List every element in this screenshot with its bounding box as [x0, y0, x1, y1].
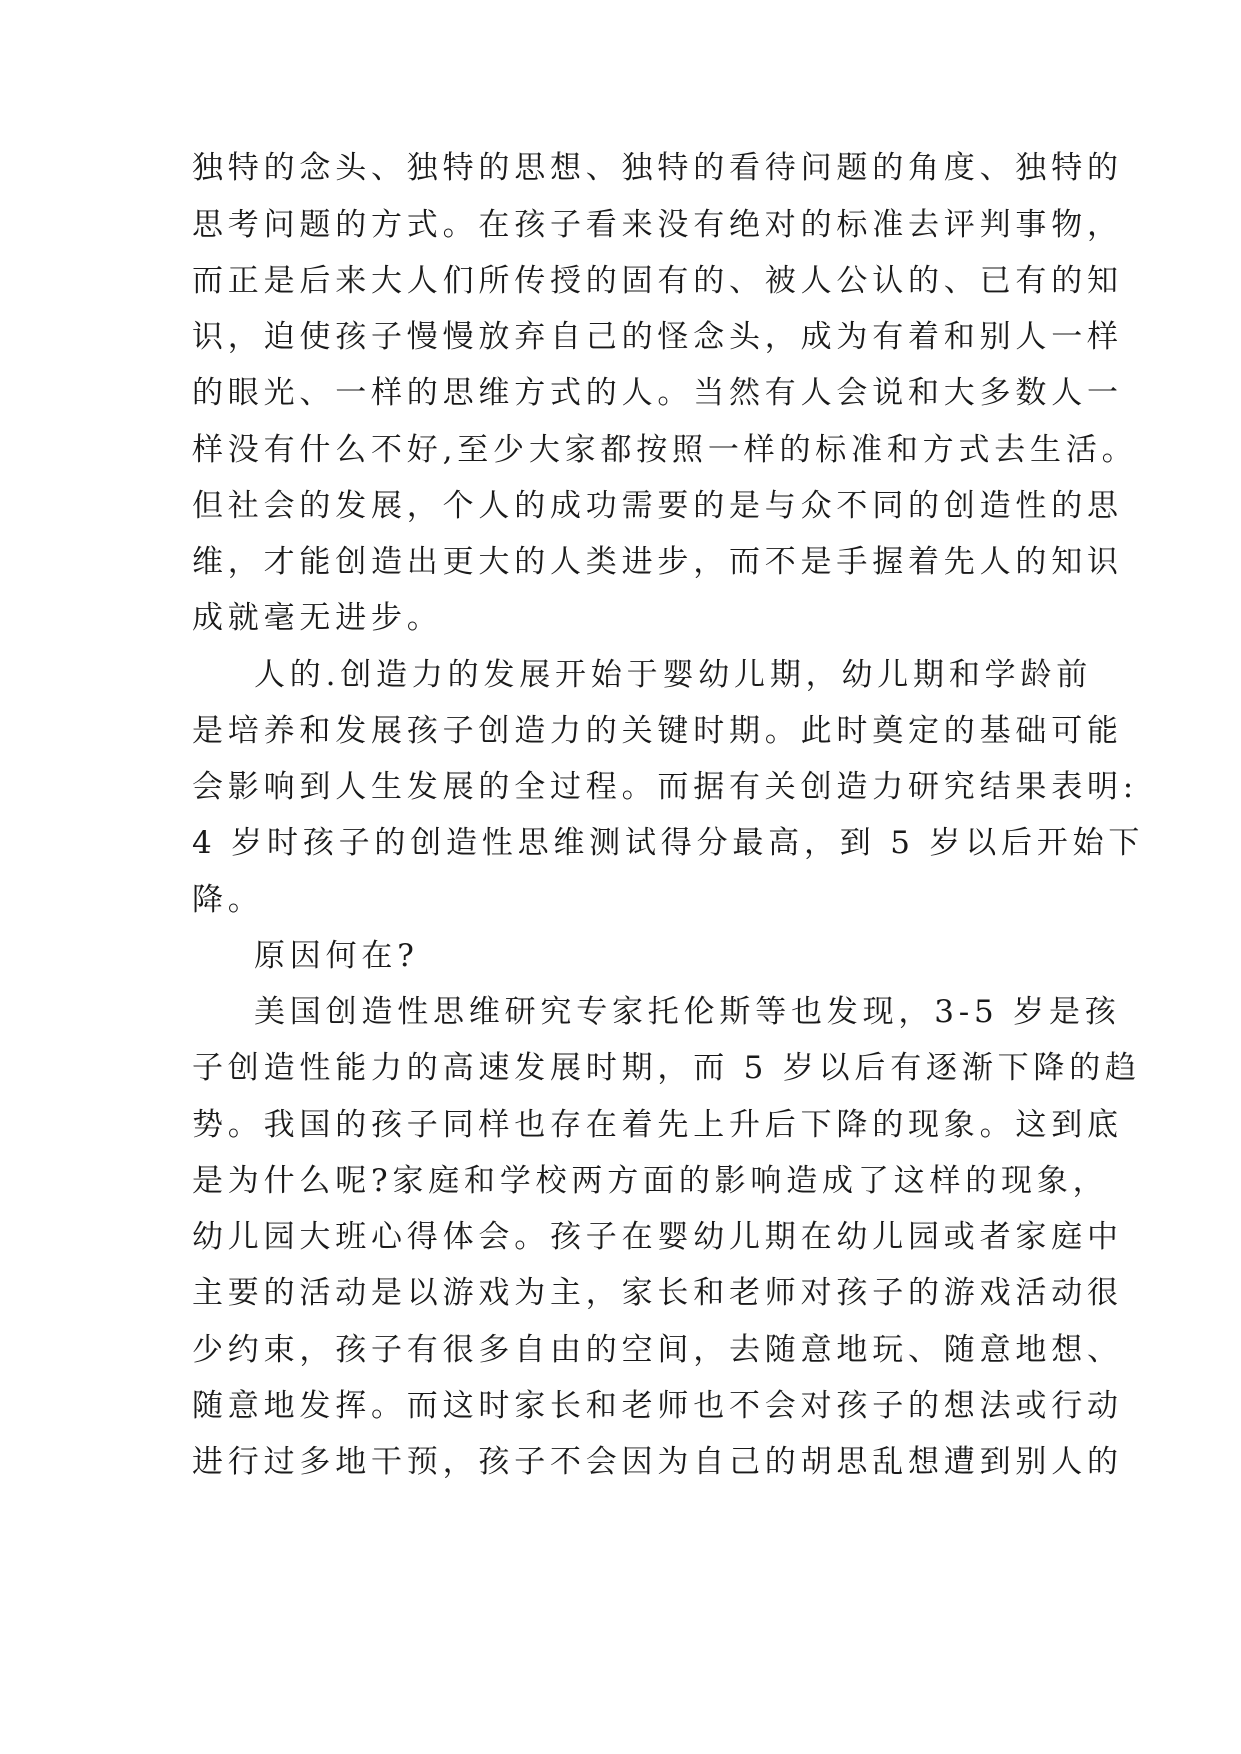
text-line: 势。我国的孩子同样也存在着先上升后下降的现象。这到底 [192, 1107, 1123, 1143]
text-line: 子创造性能力的高速发展时期，而 5 岁以后有逐渐下降的趋 [192, 1050, 1141, 1086]
text-line: 但社会的发展，个人的成功需要的是与众不同的创造性的思 [192, 488, 1123, 524]
text-line: 样没有什么不好,至少大家都按照一样的标准和方式去生活。 [192, 432, 1138, 468]
text-line: 少约束，孩子有很多自由的空间，去随意地玩、随意地想、 [192, 1332, 1123, 1368]
paragraph-start-line: 美国创造性思维研究专家托伦斯等也发现，3-5 岁是孩 [254, 994, 1121, 1030]
text-line: 主要的活动是以游戏为主，家长和老师对孩子的游戏活动很 [192, 1275, 1123, 1311]
text-line: 成就毫无进步。 [192, 600, 443, 636]
text-line: 而正是后来大人们所传授的固有的、被人公认的、已有的知 [192, 263, 1123, 299]
text-line: 思考问题的方式。在孩子看来没有绝对的标准去评判事物， [192, 207, 1123, 243]
text-line: 进行过多地干预，孩子不会因为自己的胡思乱想遭到别人的 [192, 1444, 1123, 1480]
paragraph-start-line: 原因何在? [254, 938, 419, 974]
text-line: 随意地发挥。而这时家长和老师也不会对孩子的想法或行动 [192, 1388, 1123, 1424]
text-line: 幼儿园大班心得体会。孩子在婴幼儿期在幼儿园或者家庭中 [192, 1219, 1123, 1255]
text-line: 是为什么呢?家庭和学校两方面的影响造成了这样的现象， [192, 1163, 1109, 1199]
text-line: 维，才能创造出更大的人类进步，而不是手握着先人的知识 [192, 544, 1123, 580]
text-line: 降。 [192, 882, 264, 918]
text-line: 4 岁时孩子的创造性思维测试得分最高，到 5 岁以后开始下 [192, 825, 1145, 861]
text-line: 独特的念头、独特的思想、独特的看待问题的角度、独特的 [192, 150, 1123, 186]
text-line: 的眼光、一样的思维方式的人。当然有人会说和大多数人一 [192, 375, 1123, 411]
text-line: 识，迫使孩子慢慢放弃自己的怪念头，成为有着和别人一样 [192, 319, 1123, 355]
text-line: 是培养和发展孩子创造力的关键时期。此时奠定的基础可能 [192, 713, 1123, 749]
text-line: 会影响到人生发展的全过程。而据有关创造力研究结果表明: [192, 769, 1139, 805]
paragraph-start-line: 人的.创造力的发展开始于婴幼儿期，幼儿期和学龄前 [254, 657, 1093, 693]
